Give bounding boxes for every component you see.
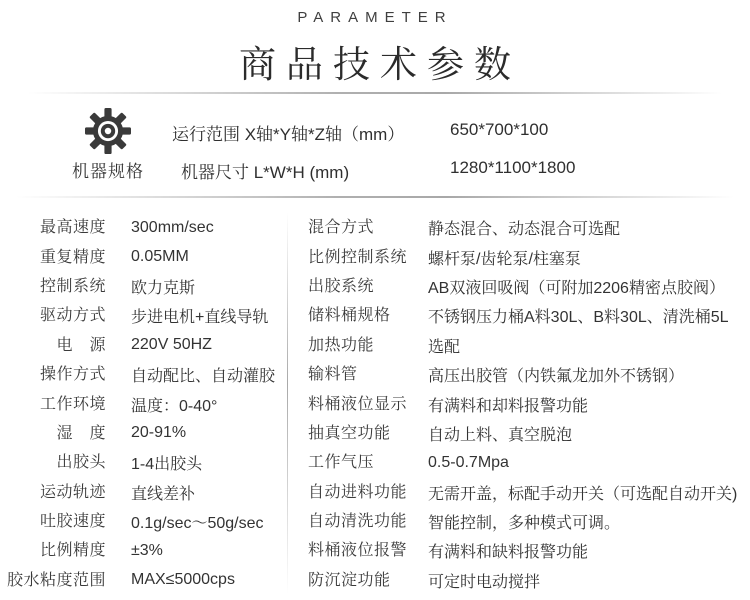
spec-value: 自动配比、自动灌胶 <box>131 368 276 386</box>
table-row <box>308 211 750 240</box>
spec-value: 0.1g/sec～50g/sec <box>131 515 264 533</box>
table-row <box>308 564 750 593</box>
spec-label: 驱动方式 <box>39 307 106 325</box>
spec-label: 料桶液位报警 <box>308 542 408 560</box>
spec-value: 0.5-0.7Mpa <box>428 453 509 471</box>
table-row <box>308 387 750 416</box>
spec-value: 1280*1100*1800 <box>450 158 576 177</box>
spec-value: 欧力克斯 <box>131 279 196 297</box>
spec-label: 操作方式 <box>39 366 106 384</box>
spec-label: 控制系统 <box>39 277 106 295</box>
table-row <box>0 270 286 299</box>
spec-value: 直线差补 <box>131 485 196 503</box>
table-row <box>308 299 750 328</box>
spec-value: ±3% <box>131 541 163 559</box>
table-row <box>0 358 286 387</box>
machine-spec-caption: 机器规格 <box>72 162 144 181</box>
spec-label: 最高速度 <box>39 219 106 237</box>
table-row <box>0 505 286 534</box>
spec-value: 220V 50HZ <box>131 336 212 354</box>
spec-value: 智能控制，多种模式可调。 <box>428 515 621 533</box>
spec-label: 工作气压 <box>308 454 375 472</box>
section-divider <box>16 196 734 198</box>
spec-label: 湿 度 <box>56 424 106 442</box>
table-row <box>0 240 286 269</box>
spec-label: 电 源 <box>56 336 106 354</box>
spec-label: 加热功能 <box>308 336 375 354</box>
spec-label: 料桶液位显示 <box>308 395 408 413</box>
spec-value: 螺杆泵/齿轮泵/柱塞泵 <box>428 250 581 268</box>
spec-label: 重复精度 <box>39 248 106 266</box>
table-row <box>0 417 286 446</box>
spec-value: 选配 <box>428 338 461 356</box>
spec-value: 1-4出胶头 <box>131 456 203 474</box>
spec-value: AB双液回吸阀（可附加2206精密点胶阀） <box>428 279 725 297</box>
table-row <box>308 476 750 505</box>
right-spec-column <box>308 211 750 593</box>
table-row <box>0 299 286 328</box>
table-row <box>0 387 286 416</box>
spec-label: 自动进料功能 <box>308 483 408 501</box>
spec-value: 无需开盖，标配手动开关（可选配自动开关) <box>428 485 738 503</box>
spec-value: 步进电机+直线导轨 <box>131 309 269 327</box>
eyebrow-text: PARAMETER <box>297 9 453 26</box>
gear-icon <box>64 108 152 154</box>
page-title: 商品技术参数 <box>239 44 521 85</box>
table-row <box>308 534 750 563</box>
spec-value: 不锈钢压力桶A料30L、B料30L、清洗桶5L <box>428 309 729 327</box>
spec-label: 吐胶速度 <box>39 513 106 531</box>
spec-label: 出胶头 <box>56 454 106 472</box>
spec-value: 0.05MM <box>131 248 189 266</box>
table-row <box>0 476 286 505</box>
machine-spec-section <box>64 108 152 182</box>
table-row <box>308 270 750 299</box>
spec-label: 出胶系统 <box>308 277 375 295</box>
spec-label: 抽真空功能 <box>308 424 391 442</box>
table-row <box>308 417 750 446</box>
spec-label: 自动清洗功能 <box>308 513 408 531</box>
spec-label: 工作环境 <box>39 395 106 413</box>
spec-value: 650*700*100 <box>450 120 549 139</box>
spec-label: 运动轨迹 <box>39 483 106 501</box>
spec-label: 比例精度 <box>39 542 106 560</box>
table-row <box>308 446 750 475</box>
table-row <box>0 446 286 475</box>
table-row <box>308 240 750 269</box>
spec-label: 输料管 <box>308 366 358 384</box>
table-row <box>0 329 286 358</box>
left-spec-column <box>0 211 286 593</box>
table-row <box>0 211 286 240</box>
table-row <box>0 534 286 563</box>
spec-value: 温度：0-40° <box>131 397 218 415</box>
spec-label: 储料桶规格 <box>308 307 391 325</box>
spec-value: MAX≤5000cps <box>131 571 235 589</box>
spec-value: 20-91% <box>131 424 187 442</box>
table-row <box>308 329 750 358</box>
spec-value: 有满料和缺料报警功能 <box>428 544 589 562</box>
table-row <box>0 564 286 593</box>
spec-label: 比例控制系统 <box>308 248 408 266</box>
spec-value: 可定时电动搅拌 <box>428 573 541 591</box>
spec-value: 高压出胶管（内铁氟龙加外不锈钢） <box>428 368 685 386</box>
spec-label: 防沉淀功能 <box>308 571 391 589</box>
table-row <box>308 358 750 387</box>
column-divider <box>287 212 288 594</box>
spec-value: 300mm/sec <box>131 218 214 236</box>
spec-value: 自动上料、真空脱泡 <box>428 426 573 444</box>
spec-label: 胶水粘度范围 <box>6 571 106 589</box>
spec-value: 有满料和却料报警功能 <box>428 397 589 415</box>
spec-label: 机器尺寸 L*W*H (mm) <box>181 163 350 182</box>
spec-label: 运行范围 X轴*Y轴*Z轴（mm） <box>172 125 405 144</box>
table-row <box>308 505 750 534</box>
spec-label: 混合方式 <box>308 219 375 237</box>
header-divider <box>28 92 722 94</box>
spec-value: 静态混合、动态混合可选配 <box>428 221 621 239</box>
